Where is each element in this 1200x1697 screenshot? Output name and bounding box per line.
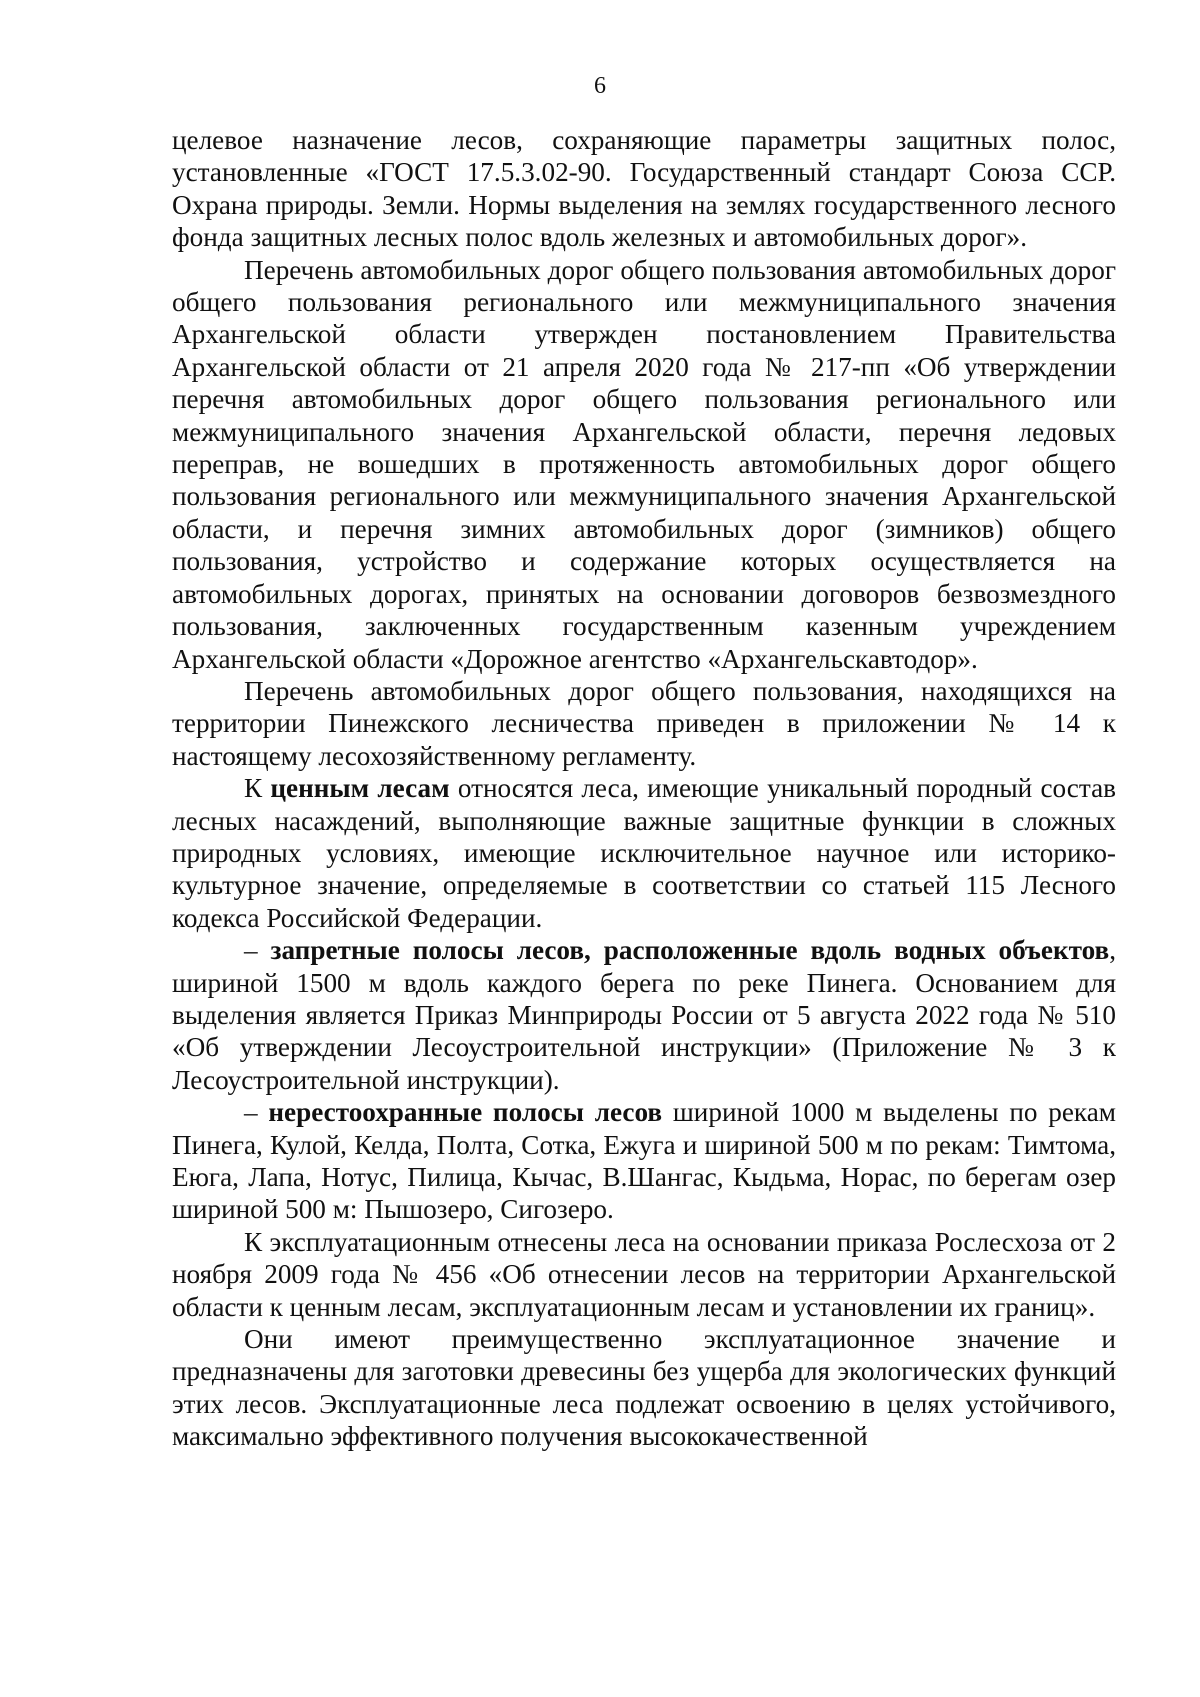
list-dash: – [244, 1097, 269, 1128]
list-dash: – [244, 935, 271, 966]
paragraph-spawning-strips [172, 1096, 1116, 1226]
paragraph-continuation: относятся леса, имеющие уникальный породный состав лесных насаждений, выполняющие важные защитные функции в сложных природных условиях, имеющие исключительное научное или историко-культурное значение, определяемые в соответствии со статьей 115 Лесного кодекса Российской Федерации. [172, 773, 1116, 933]
paragraph-exploitation-purpose: Они имеют преимущественно эксплуатационное значение и предназначены для заготовки древесины без ущерба для экологических функций этих лесов. Эксплуатационные леса подлежат освоению в целях устойчивого, максимально эффективного получения высококачественной [172, 1324, 1116, 1452]
paragraph-exploitation-forests: К эксплуатационным отнесены леса на основании приказа Рослесхоза от 2 ноября 2009 года № 456 «Об отнесении лесов на территории Архангельской области к ценным лесам, эксплуатационным лесам и установлении их границ». [172, 1226, 1116, 1322]
paragraph-forest-purpose: целевое назначение лесов, сохраняющие параметры защитных полос, установленные «ГОСТ 17.5.3.02-90. Государственный стандарт Союза ССР. Охрана природы. Земли. Нормы выделения на землях государственного лесного фонда защитных лесных полос вдоль железных и автомобильных дорог». [172, 125, 1116, 253]
bold-term-valuable-forests: ценным лесам [270, 773, 450, 804]
document-body [172, 124, 1116, 1453]
paragraph-protected-water-strips [172, 934, 1116, 1096]
bold-term-protected-strips: запретные полосы лесов, расположенные вдоль водных объектов [270, 935, 1110, 966]
paragraph-road-list: Перечень автомобильных дорог общего пользования автомобильных дорог общего пользования регионального или межмуниципального значения Архангельской области утвержден постановлением Правительства Архангельской области от 21 апреля 2020 года № 217-пп «Об утверждении перечня автомобильных дорог общего пользования регионального или межмуниципального значения Архангельской области, перечня ледовых переправ, не вошедших в протяженность автомобильных дорог общего пользования регионального или межмуниципального значения Архангельской области, и перечня зимних автомобильных дорог (зимников) общего пользования, устройство и содержание которых осуществляется на автомобильных дорогах, принятых на основании договоров безвозмездного пользования, заключенных государственным казенным учреждением Архангельской области «Дорожное агентство «Архангельскавтодор». [172, 254, 1116, 674]
paragraph-continuation: шириной 1000 м выделены по рекам Пинега, Кулой, Келда, Полта, Сотка, Ежуга и шириной 500 м по рекам: Тимтома, Еюга, Лапа, Нотус, Пилица, Кычас, В.Шангас, Кыдьма, Норас, по берегам озер шириной 500 м: Пышозеро, Сигозеро. [172, 1097, 1117, 1225]
paragraph-prefix: К [244, 773, 271, 804]
paragraph-continuation: , шириной 1500 м вдоль каждого берега по реке Пинега. Основанием для выделения является Приказ Минприроды России от 5 августа 2022 года № 510 «Об утверждении Лесоустроительной инструкции» (Приложение № 3 к Лесоустроительной инструкции). [172, 935, 1117, 1095]
paragraph-pinega-roads: Перечень автомобильных дорог общего пользования, находящихся на территории Пинежского лесничества приведен в приложении № 14 к настоящему лесохозяйственному регламенту. [172, 675, 1116, 771]
paragraph-valuable-forests [172, 772, 1116, 934]
bold-term-spawning-strips: нерестоохранные полосы лесов [268, 1097, 663, 1128]
page-number: 6 [594, 73, 606, 99]
